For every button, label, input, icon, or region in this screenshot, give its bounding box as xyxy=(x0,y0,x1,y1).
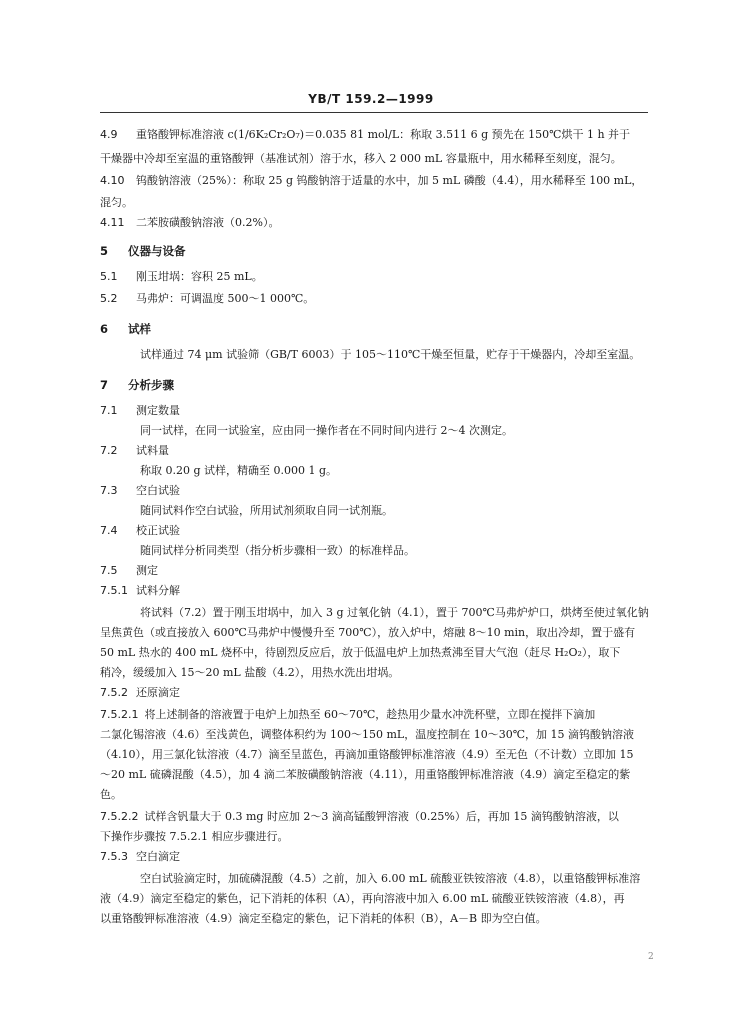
clause-number: 7.5.1 xyxy=(100,584,128,597)
text-line xyxy=(100,810,660,824)
clause-number: 5 xyxy=(100,244,109,258)
text-line xyxy=(140,544,660,558)
text-line xyxy=(100,912,660,926)
clause-number: 4.11 xyxy=(100,216,125,229)
text-line xyxy=(100,666,660,680)
clause-text: 将上述制备的溶液置于电炉上加热至 60～70℃，趁热用少量水冲洗杯壁，立即在搅拌下滴加 xyxy=(144,708,596,721)
text-line xyxy=(100,768,660,782)
text-line xyxy=(140,348,660,362)
text-line xyxy=(100,484,660,498)
clause-text: 二苯胺磺酸钠溶液（0.2%）。 xyxy=(136,216,280,229)
page-number: 2 xyxy=(648,952,654,962)
clause-text: 还原滴定 xyxy=(136,686,180,699)
clause-text: 空白滴定 xyxy=(136,850,180,863)
clause-text: ～20 mL 硫磷混酸（4.5），加 4 滴二苯胺磺酸钠溶液（4.11），用重铬酸钾标准溶液（4.9）滴定至稳定的紫 xyxy=(100,768,631,781)
text-line xyxy=(100,444,660,458)
text-line xyxy=(100,564,660,578)
clause-number: 7.5.3 xyxy=(100,850,128,863)
clause-text: 随同试料作空白试验，所用试剂须取自同一试剂瓶。 xyxy=(140,504,393,517)
header-rule xyxy=(100,112,648,113)
text-line xyxy=(100,404,660,418)
text-line xyxy=(100,626,660,640)
clause-number: 7.1 xyxy=(100,404,118,417)
clause-text: 50 mL 热水的 400 mL 烧杯中，待剧烈反应后，放于低温电炉上加热煮沸至冒大气泡（赶尽 H₂O₂），取下 xyxy=(100,646,621,659)
text-line xyxy=(100,152,660,166)
clause-text: 同一试样，在同一试验室，应由同一操作者在不同时间内进行 2～4 次测定。 xyxy=(140,424,513,437)
clause-text: （4.10），用三氯化钛溶液（4.7）滴至呈蓝色，再滴加重铬酸钾标准溶液（4.9）至无色（不计数）立即加 15 xyxy=(100,748,634,761)
text-line xyxy=(100,584,660,598)
text-line xyxy=(100,748,660,762)
text-line xyxy=(100,196,660,210)
clause-text: 钨酸钠溶液（25%）：称取 25 g 钨酸钠溶于适量的水中，加 5 mL 磷酸（4.4），用水稀释至 100 mL， xyxy=(136,174,643,187)
clause-text: 测定 xyxy=(136,564,158,577)
clause-number: 7.4 xyxy=(100,524,118,537)
clause-text: 混匀。 xyxy=(100,196,133,209)
clause-text: 随同试样分析同类型（指分析步骤相一致）的标准样品。 xyxy=(140,544,415,557)
clause-text: 试样 xyxy=(128,322,151,336)
clause-text: 分析步骤 xyxy=(128,378,174,392)
clause-text: 称取 0.20 g 试样，精确至 0.000 1 g。 xyxy=(140,464,338,477)
clause-number: 4.10 xyxy=(100,174,125,187)
text-line xyxy=(100,830,660,844)
text-line xyxy=(100,708,660,722)
clause-number: 7.3 xyxy=(100,484,118,497)
clause-text: 呈焦黄色（或直接放入 600℃马弗炉中慢慢升至 700℃），放入炉中，熔融 8～10 min，取出冷却，置于盛有 xyxy=(100,626,636,639)
text-line xyxy=(140,424,660,438)
text-line xyxy=(100,174,660,188)
text-line xyxy=(100,216,660,230)
clause-number: 7.5 xyxy=(100,564,118,577)
clause-text: 干燥器中冷却至室温的重铬酸钾（基准试剂）溶于水，移入 2 000 mL 容量瓶中，用水稀释至刻度，混匀。 xyxy=(100,152,622,165)
clause-text: 试样含钒量大于 0.3 mg 时应加 2～3 滴高锰酸钾溶液（0.25%）后，再加 15 滴钨酸钠溶液，以 xyxy=(144,810,619,823)
text-line xyxy=(100,524,660,538)
clause-text: 试料量 xyxy=(136,444,169,457)
clause-text: 校正试验 xyxy=(136,524,180,537)
text-line xyxy=(140,504,660,518)
clause-text: 重铬酸钾标准溶液 c(1/6K₂Cr₂O₇)＝0.035 81 mol/L：称取 3.511 6 g 预先在 150℃烘干 1 h 并于 xyxy=(136,128,631,141)
clause-text: 将试料（7.2）置于刚玉坩埚中，加入 3 g 过氧化钠（4.1），置于 700℃马弗炉炉口，烘烤至使过氧化钠 xyxy=(140,606,649,619)
clause-text: 空白试验滴定时，加硫磷混酸（4.5）之前，加入 6.00 mL 硫酸亚铁铵溶液（4.8），以重铬酸钾标准溶 xyxy=(140,872,641,885)
text-line xyxy=(100,850,660,864)
text-line xyxy=(100,292,660,306)
text-line xyxy=(100,270,660,284)
clause-text: 试样通过 74 μm 试验筛（GB/T 6003）于 105～110℃干燥至恒量，贮存于干燥器内，冷却至室温。 xyxy=(140,348,641,361)
clause-number: 7.5.2.2 xyxy=(100,810,139,823)
clause-number: 7.5.2 xyxy=(100,686,128,699)
clause-text: 空白试验 xyxy=(136,484,180,497)
clause-text: 稍冷，缓缓加入 15～20 mL 盐酸（4.2），用热水洗出坩埚。 xyxy=(100,666,400,679)
clause-number: 6 xyxy=(100,322,109,336)
clause-text: 刚玉坩埚：容积 25 mL。 xyxy=(136,270,263,283)
text-line xyxy=(140,606,660,620)
text-line xyxy=(100,728,660,742)
clause-number: 7 xyxy=(100,378,109,392)
clause-text: 下操作步骤按 7.5.2.1 相应步骤进行。 xyxy=(100,830,289,843)
clause-number: 7.2 xyxy=(100,444,118,457)
clause-text: 二氯化锡溶液（4.6）至浅黄色，调整体积约为 100～150 mL，温度控制在 10～30℃，加 15 滴钨酸钠溶液 xyxy=(100,728,634,741)
text-line xyxy=(100,646,660,660)
section-heading xyxy=(100,244,660,258)
clause-text: 色。 xyxy=(100,788,122,801)
text-line xyxy=(140,464,660,478)
text-line xyxy=(100,686,660,700)
clause-number: 7.5.2.1 xyxy=(100,708,139,721)
standard-code-header: YB/T 159.2—1999 xyxy=(308,92,434,106)
clause-text: 马弗炉：可调温度 500～1 000℃。 xyxy=(136,292,315,305)
clause-text: 液（4.9）滴定至稳定的紫色，记下消耗的体积（A），再向溶液中加入 6.00 mL 硫酸亚铁铵溶液（4.8），再 xyxy=(100,892,625,905)
text-line xyxy=(140,872,660,886)
clause-text: 以重铬酸钾标准溶液（4.9）滴定至稳定的紫色，记下消耗的体积（B），A－B 即为空白值。 xyxy=(100,912,547,925)
clause-number: 5.2 xyxy=(100,292,118,305)
clause-number: 4.9 xyxy=(100,128,118,141)
clause-text: 测定数量 xyxy=(136,404,180,417)
clause-number: 5.1 xyxy=(100,270,118,283)
section-heading xyxy=(100,378,660,392)
text-line xyxy=(100,128,660,142)
section-heading xyxy=(100,322,660,336)
clause-text: 仪器与设备 xyxy=(128,244,186,258)
text-line xyxy=(100,892,660,906)
clause-text: 试料分解 xyxy=(136,584,180,597)
text-line xyxy=(100,788,660,802)
